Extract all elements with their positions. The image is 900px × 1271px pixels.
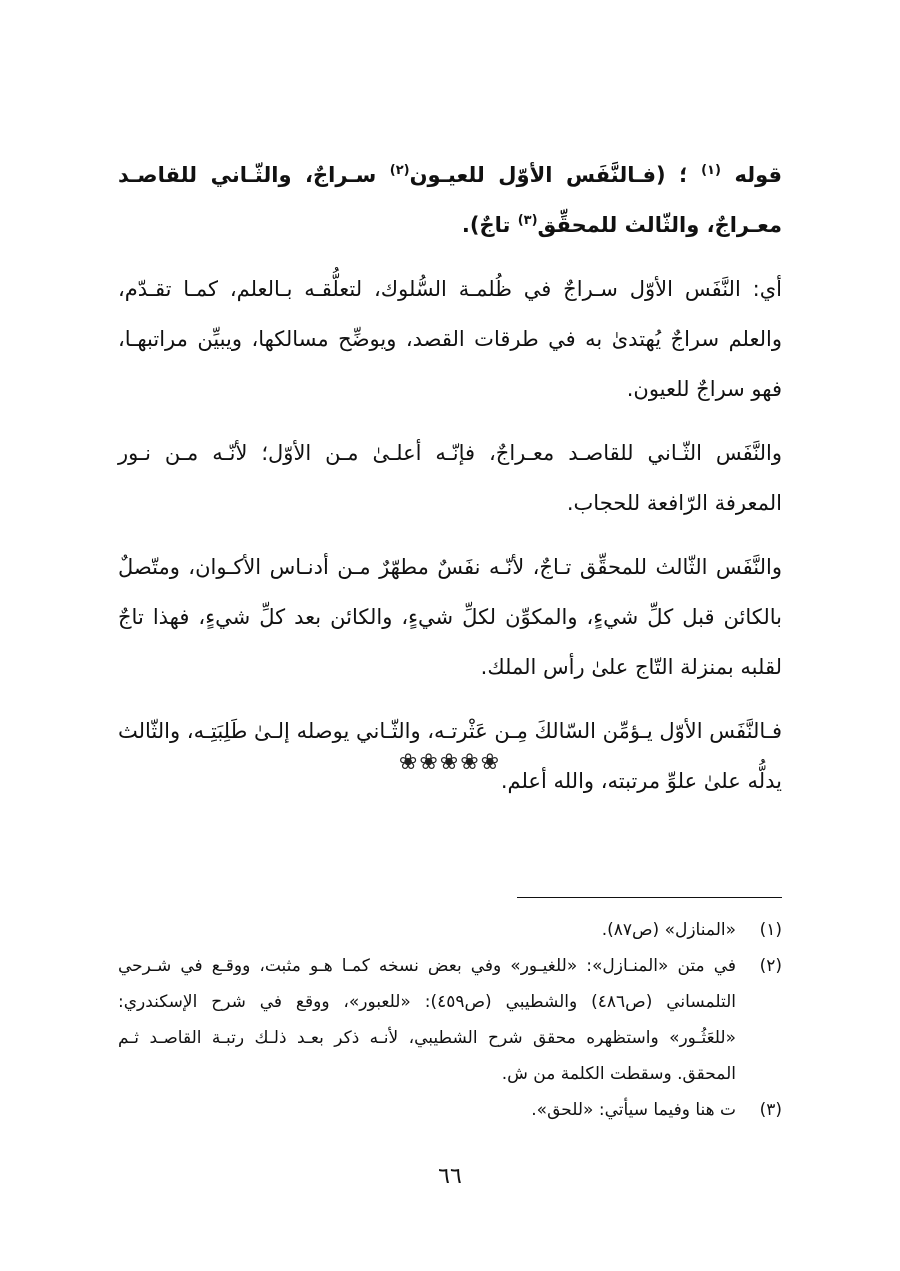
lead-word: قوله [734, 163, 783, 187]
quote-part-b: سـراجٌ، والثّـاني للقاصـد معـراجٌ، والثّالث للمحقِّق [118, 163, 782, 237]
footnote-number: (٣) [759, 1100, 782, 1120]
paragraph-heading-quote [118, 150, 782, 250]
footnote-1 [118, 912, 782, 948]
paragraph-5: فـالنَّفَس الأوّل يـؤمِّن السّالكَ مِـن عَثْرتـه، والثّـاني يوصله إلـىٰ طَلِبَتِـه، والثّالث يدلُّه علىٰ علوِّ مرتبته، والله أعلم. [118, 719, 782, 793]
section-ornament: ❀❀❀❀❀ [398, 750, 502, 775]
footnote-ref-2[interactable]: (٢) [389, 163, 410, 178]
quote-part-c: تاجٌ). [461, 213, 511, 237]
footnote-2 [118, 948, 782, 1092]
footnote-number: (١) [759, 920, 782, 940]
footnotes [118, 912, 782, 1128]
footnote-ref-1[interactable]: (١) [701, 163, 721, 178]
footnote-divider [517, 897, 782, 898]
page-number: ٦٦ [438, 1164, 462, 1189]
paragraph-4: والنَّفَس الثّالث للمحقِّق تـاجٌ، لأنّـه نفَسٌ مطهّرٌ مـن أدنـاس الأكـوان، ومتّصلٌ بالكائن قبل كلِّ شيءٍ، والمكوِّن لكلِّ شيءٍ، والكائن بعد كلِّ شيءٍ، فهذا تاجٌ لقلبه بمنزلة التّاج علىٰ رأس الملك. [118, 555, 782, 679]
quote-part-a: ؛ (فـالنَّفَس الأوّل للعيـون [409, 163, 688, 187]
main-text [118, 150, 782, 820]
footnote-3 [118, 1092, 782, 1128]
footnote-ref-3[interactable]: (٣) [517, 213, 538, 228]
footnote-text: في متن «المنـازل»: «للغيـور» وفي بعض نسخه كمـا هـو مثبت، ووقـع في شـرحي التلمساني (ص٤٨٦) والشطيبي (ص٤٥٩): «للعبور»، ووقع في شرح الإسكندري: «للعَثُـور» واستظهره محقق شرح الشطيبي، لأنـه ذكر بعـد ذلـك رتبـة القاصـد ثـم المحقق. وسقطت الكلمة من ش. [118, 956, 736, 1084]
footnote-text: «المنازل» (ص٨٧). [601, 920, 736, 940]
paragraph-3: والنَّفَس الثّـاني للقاصـد معـراجٌ، فإنّـه أعلـىٰ مـن الأوّل؛ لأنّـه مـن نـور المعرفة الرّافعة للحجاب. [118, 441, 782, 515]
footnote-number: (٢) [759, 956, 782, 976]
paragraph-2: أي: النَّفَس الأوّل سـراجٌ في ظُلمـة السُّلوك، لتعلُّقـه بـالعلم، كمـا تقـدّم، والعلم سراجٌ يُهتدىٰ به في طرقات القصد، ويوضِّح مسالكها، ويبيِّن مراتبهـا، فهو سراجٌ للعيون. [118, 277, 782, 401]
footnote-text: ت هنا وفيما سيأتي: «للحق». [531, 1100, 736, 1120]
